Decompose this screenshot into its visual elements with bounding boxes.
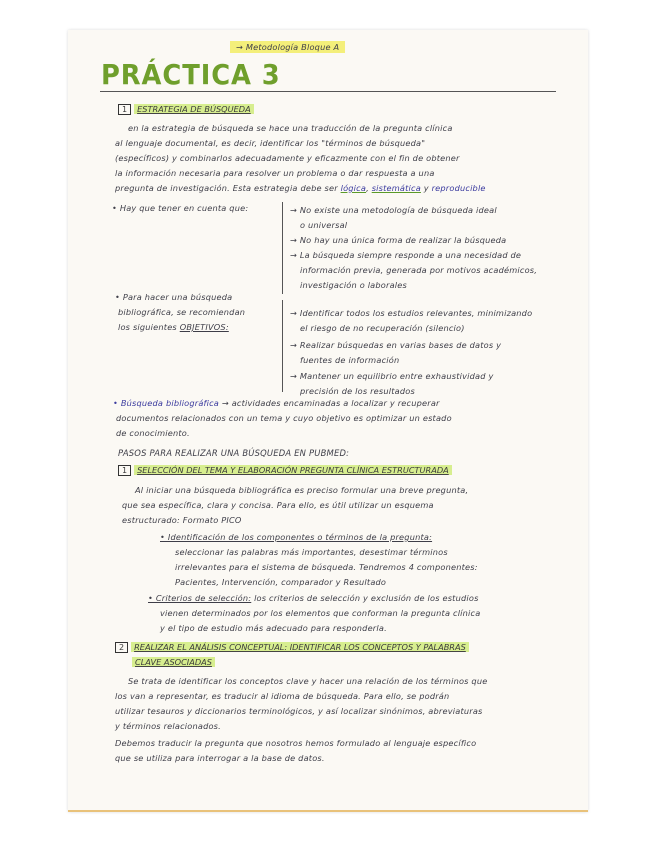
text-line: Pacientes, Intervención, comparador y Resultado — [175, 577, 387, 587]
text-line: pregunta de investigación. Esta estrategia debe ser lógica, sistemática y reproducible — [115, 183, 486, 193]
divider-line — [282, 300, 283, 392]
text-line: • Criterios de selección: los criterios de selección y exclusión de los estudios — [148, 593, 479, 603]
text-line: bibliográfica, se recomiendan — [118, 307, 246, 317]
text-line: información previa, generada por motivos académicos, — [300, 265, 538, 275]
text-line: → No hay una única forma de realizar la búsqueda — [290, 235, 507, 245]
divider-line — [282, 202, 283, 294]
text-line: que se utiliza para interrogar a la base de datos. — [115, 753, 325, 763]
text-line: al lenguaje documental, es decir, identificar los "términos de búsqueda" — [115, 138, 426, 148]
text-line: → Identificar todos los estudios relevantes, minimizando — [290, 308, 533, 318]
text-line: y el tipo de estudio más adecuado para responderla. — [160, 623, 387, 633]
section-heading-analisis: 2 REALIZAR EL ANÁLISIS CONCEPTUAL: IDENTIFICAR LOS CONCEPTOS Y PALABRAS — [115, 642, 469, 653]
text-line: estructurado: Formato PICO — [122, 515, 242, 525]
text-line: Al iniciar una búsqueda bibliográfica es preciso formular una breve pregunta, — [135, 485, 469, 495]
pasos-heading: PASOS PARA REALIZAR UNA BÚSQUEDA EN PUBMED: — [118, 448, 350, 458]
section-heading-estrategia: 1 ESTRATEGIA DE BÚSQUEDA — [118, 104, 254, 115]
text-line: Debemos traducir la pregunta que nosotros hemos formulado al lenguaje específico — [115, 738, 477, 748]
text-line: • Búsqueda bibliográfica → actividades encaminadas a localizar y recuperar — [113, 398, 440, 408]
text-line: seleccionar las palabras más importantes, desestimar términos — [175, 547, 448, 557]
text-line: (específicos) y combinarlos adecuadamente y eficazmente con el fin de obtener — [115, 153, 460, 163]
text-line: • Para hacer una búsqueda — [115, 292, 233, 302]
text-line: los siguientes OBJETIVOS: — [118, 322, 229, 332]
text-line: → La búsqueda siempre responde a una necesidad de — [290, 250, 522, 260]
text-line: el riesgo de no recuperación (silencio) — [300, 323, 465, 333]
text-line: los van a representar, es traducir al idioma de búsqueda. Para ello, se podrán — [115, 691, 450, 701]
text-line: o universal — [300, 220, 348, 230]
text-line: Se trata de identificar los conceptos clave y hacer una relación de los términos que — [128, 676, 488, 686]
title-underline — [100, 91, 556, 92]
text-line: documentos relacionados con un tema y cuyo objetivo es optimizar un estado — [116, 413, 452, 423]
text-line: → Realizar búsquedas en varias bases de datos y — [290, 340, 502, 350]
text-line: → Mantener un equilibrio entre exhaustividad y — [290, 371, 494, 381]
text-line: → No existe una metodología de búsqueda ideal — [290, 205, 497, 215]
text-line: precisión de los resultados — [300, 386, 415, 396]
section-heading-analisis-cont: CLAVE ASOCIADAS — [132, 657, 215, 667]
text-line: que sea específica, clara y concisa. Para ello, es útil utilizar un esquema — [122, 500, 434, 510]
text-line: • Identificación de los componentes o términos de la pregunta: — [160, 532, 433, 542]
page-title: PRÁCTICA 3 — [101, 58, 281, 91]
text-line: fuentes de información — [300, 355, 400, 365]
topic-tag: → Metodología Bloque A — [230, 42, 345, 52]
text-line: la información necesaria para resolver un problema o dar respuesta a una — [115, 168, 435, 178]
text-line: investigación o laborales — [300, 280, 407, 290]
section-heading-seleccion: 1 SELECCIÓN DEL TEMA Y ELABORACIÓN PREGUNTA CLÍNICA ESTRUCTURADA — [118, 465, 452, 476]
text-line: de conocimiento. — [116, 428, 190, 438]
bullet-hay-que: • Hay que tener en cuenta que: — [112, 203, 249, 213]
text-line: en la estrategia de búsqueda se hace una traducción de la pregunta clínica — [128, 123, 453, 133]
text-line: vienen determinados por los elementos que conforman la pregunta clínica — [160, 608, 481, 618]
text-line: y términos relacionados. — [115, 721, 221, 731]
text-line: utilizar tesauros y diccionarios terminológicos, y así localizar sinónimos, abreviaturas — [115, 706, 483, 716]
text-line: irrelevantes para el sistema de búsqueda. Tendremos 4 componentes: — [175, 562, 478, 572]
